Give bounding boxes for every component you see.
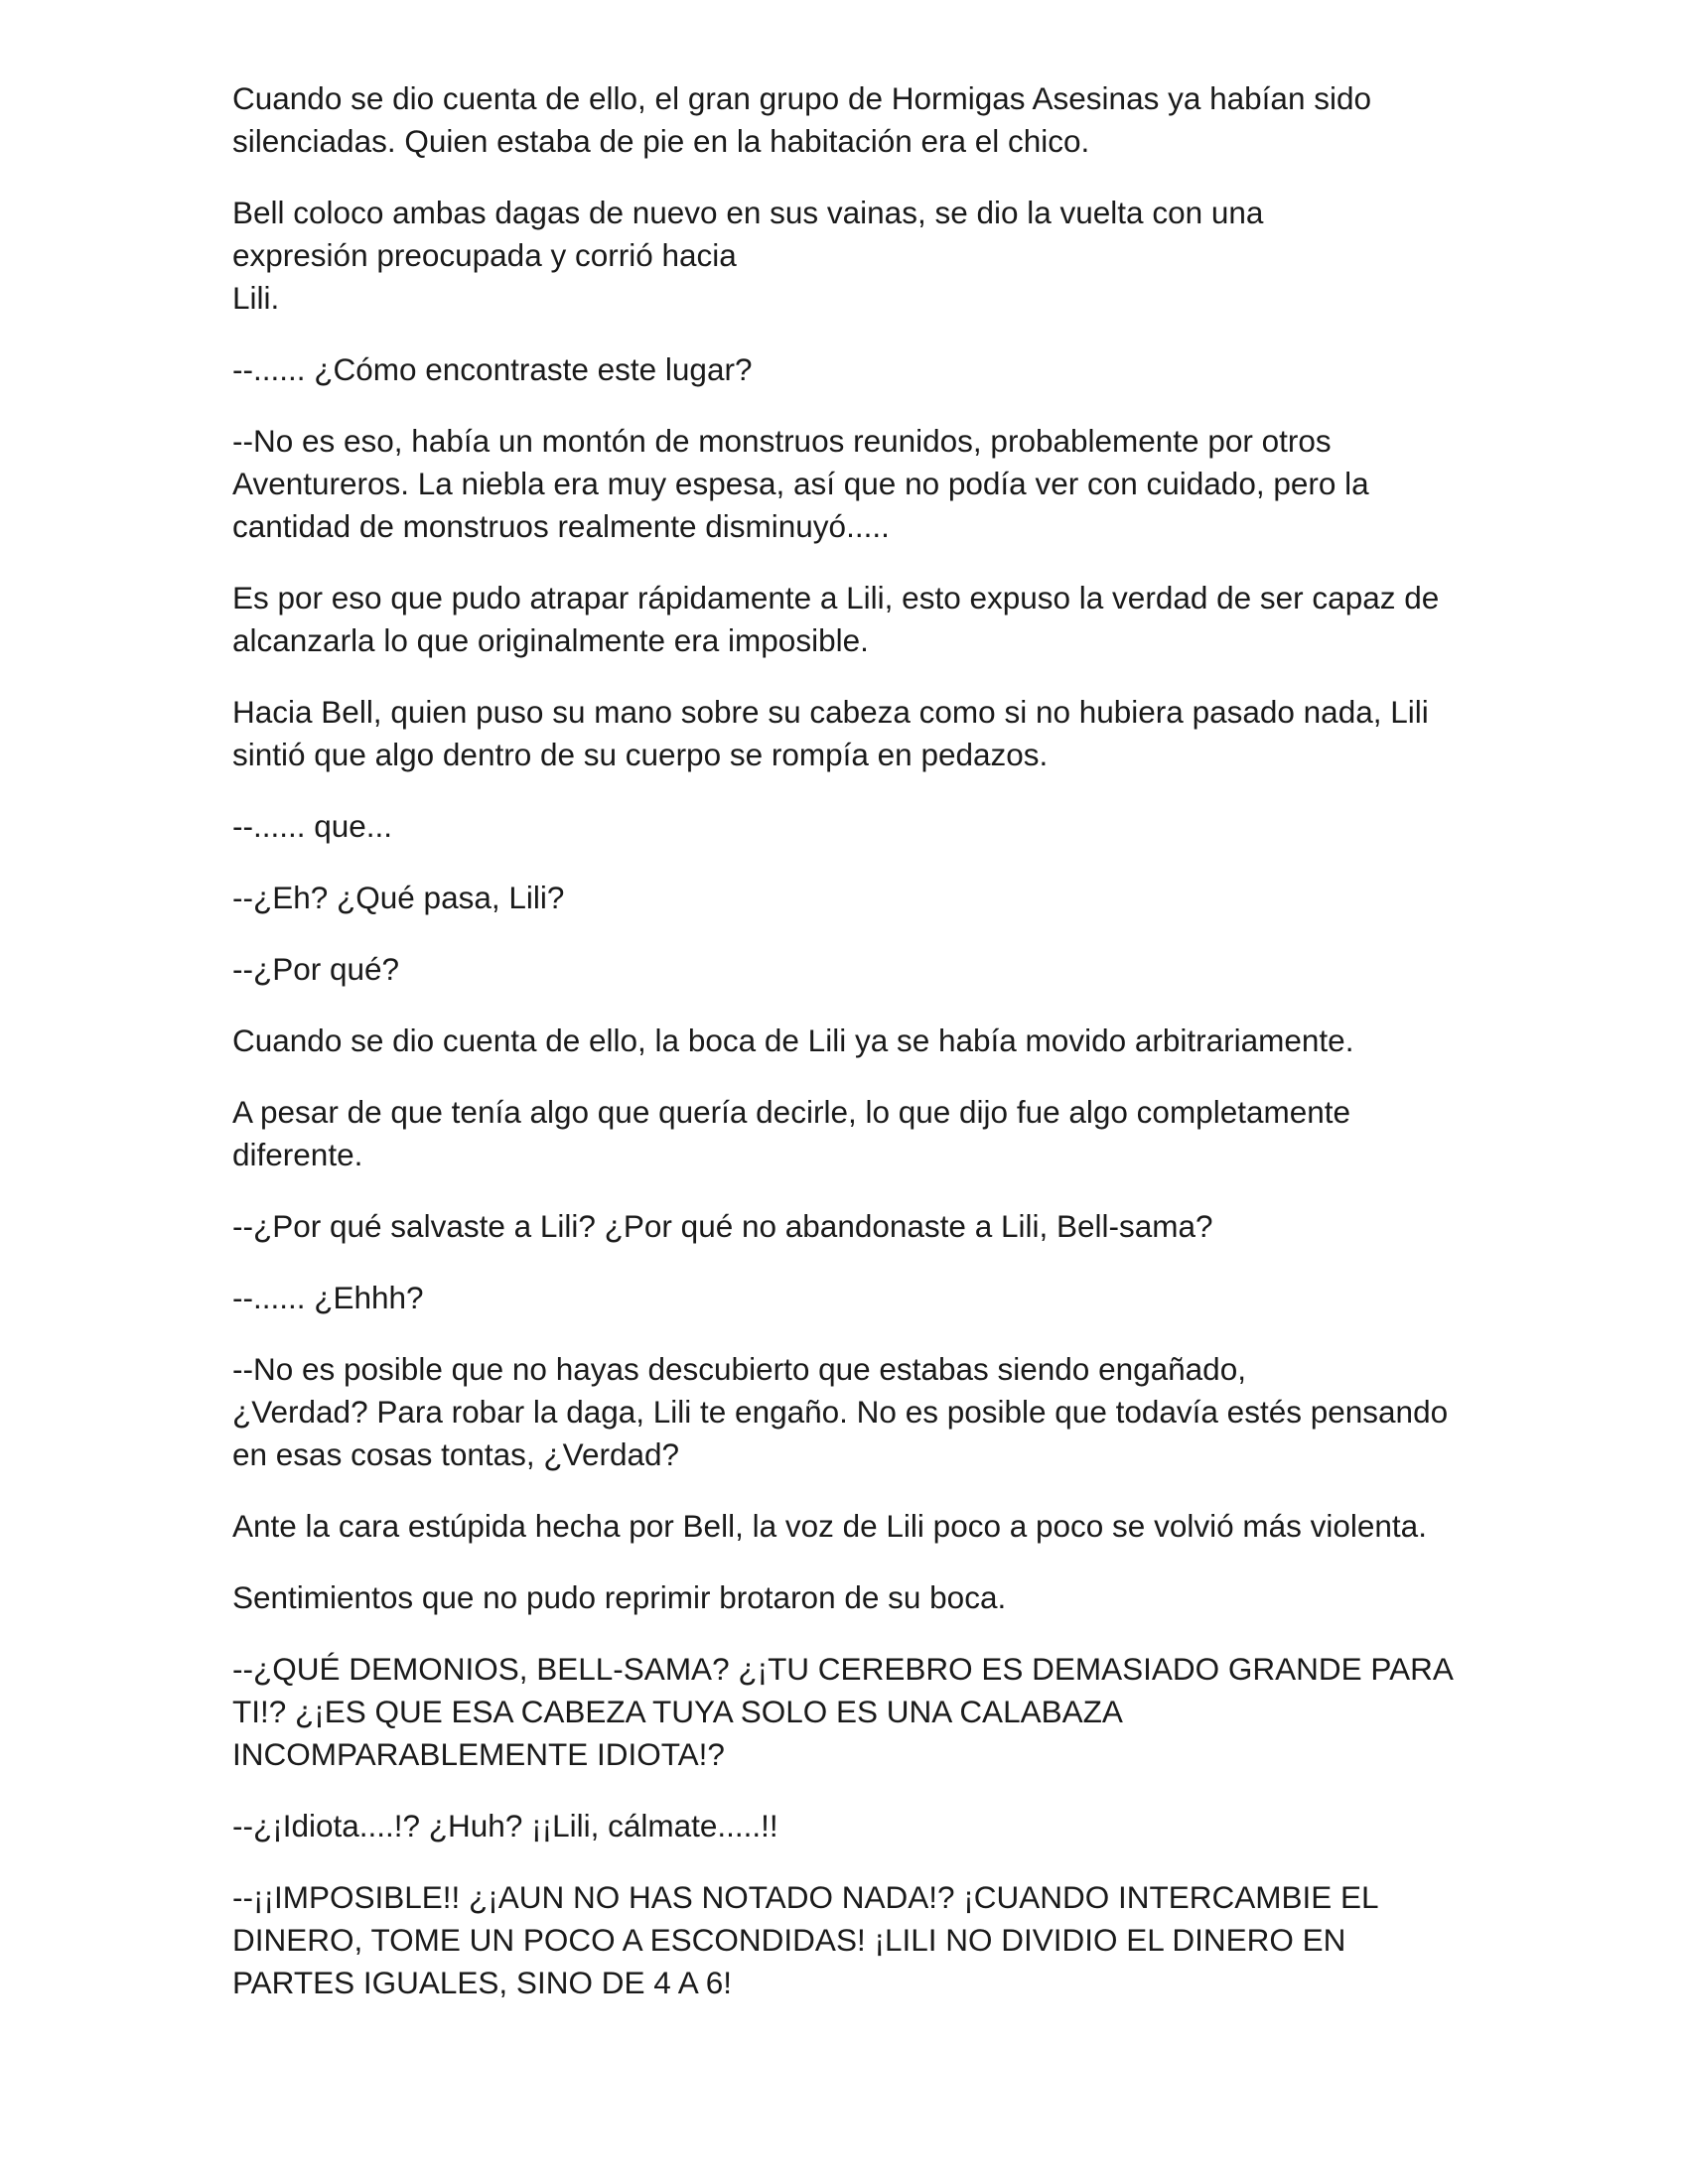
paragraph-dialogue: --¿Por qué salvaste a Lili? ¿Por qué no abandonaste a Lili, Bell-sama? — [232, 1208, 1213, 1244]
paragraph-dialogue: --No es eso, había un montón de monstruos reunidos, probablemente por otros Aventureros. La niebla era muy espesa, así que no podía ver con cuidado, pero la cantidad de monstruos realmente disminuyó..... — [232, 423, 1369, 544]
paragraph-narration: Sentimientos que no pudo reprimir brotaron de su boca. — [232, 1579, 1007, 1615]
paragraph-dialogue: --No es posible que no hayas descubierto que estabas siendo engañado, ¿Verdad? Para robar la daga, Lili te engaño. No es posible que todavía estés pensando en esas cosas tontas, ¿Verdad? — [232, 1351, 1449, 1472]
paragraph-dialogue: --¿Eh? ¿Qué pasa, Lili? — [232, 880, 565, 915]
paragraph-dialogue: --¿Por qué? — [232, 951, 400, 987]
body-text — [232, 77, 1464, 2033]
paragraph-narration: Hacia Bell, quien puso su mano sobre su cabeza como si no hubiera pasado nada, Lili sintió que algo dentro de su cuerpo se rompía en pedazos. — [232, 694, 1429, 772]
paragraph-narration: Bell coloco ambas dagas de nuevo en sus vainas, se dio la vuelta con una expresión preocupada y corrió hacia Lili. — [232, 195, 1264, 316]
paragraph-dialogue: --¡¡IMPOSIBLE!! ¿¡AUN NO HAS NOTADO NADA!? ¡CUANDO INTERCAMBIE EL DINERO, TOME UN POCO A ESCONDIDAS! ¡LILI NO DIVIDIO EL DINERO EN PARTES IGUALES, SINO DE 4 A 6! — [232, 1879, 1378, 2000]
paragraph-narration: Cuando se dio cuenta de ello, el gran grupo de Hormigas Asesinas ya habían sido silenciadas. Quien estaba de pie en la habitación era el chico. — [232, 80, 1371, 159]
paragraph-dialogue: --¿¡Idiota....!? ¿Huh? ¡¡Lili, cálmate.....!! — [232, 1808, 778, 1843]
paragraph-narration: Cuando se dio cuenta de ello, la boca de Lili ya se había movido arbitrariamente. — [232, 1023, 1354, 1058]
paragraph-narration: A pesar de que tenía algo que quería decirle, lo que dijo fue algo completamente diferente. — [232, 1094, 1351, 1172]
paragraph-narration: Ante la cara estúpida hecha por Bell, la voz de Lili poco a poco se volvió más violenta. — [232, 1508, 1427, 1544]
paragraph-dialogue: --...... ¿Ehhh? — [232, 1280, 424, 1315]
paragraph-dialogue: --...... ¿Cómo encontraste este lugar? — [232, 351, 753, 387]
paragraph-narration: Es por eso que pudo atrapar rápidamente a Lili, esto expuso la verdad de ser capaz de alcanzarla lo que originalmente era imposible. — [232, 580, 1440, 658]
paragraph-dialogue: --¿QUÉ DEMONIOS, BELL-SAMA? ¿¡TU CEREBRO ES DEMASIADO GRANDE PARA TI!? ¿¡ES QUE ESA CABEZA TUYA SOLO ES UNA CALABAZA INCOMPARABLEMENTE IDIOTA!? — [232, 1651, 1453, 1772]
paragraph-dialogue: --...... que... — [232, 808, 393, 844]
